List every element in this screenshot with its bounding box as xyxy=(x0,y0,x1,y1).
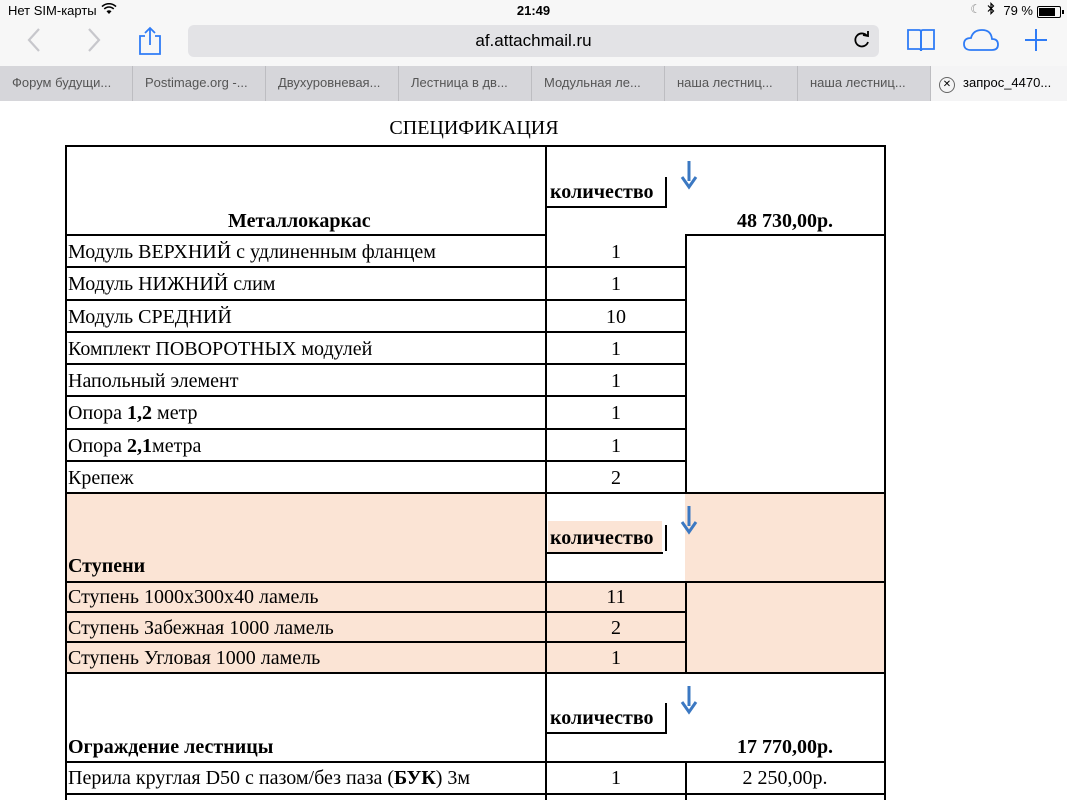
tab-bar xyxy=(0,66,1067,102)
arrow-down-icon xyxy=(678,159,700,191)
section-title: Ступени xyxy=(68,555,146,577)
tab[interactable] xyxy=(399,66,532,101)
tab[interactable] xyxy=(532,66,665,101)
qty-header: количество xyxy=(550,707,654,729)
table-grid-line xyxy=(65,581,886,583)
clock: 21:49 xyxy=(516,3,551,18)
header-bracket xyxy=(665,177,667,207)
table-grid-line xyxy=(65,363,687,365)
arrow-down-icon xyxy=(678,684,700,716)
item-qty: 10 xyxy=(606,306,626,328)
bookmarks-icon[interactable] xyxy=(906,26,936,56)
plus-icon[interactable] xyxy=(1022,26,1052,56)
section-price: 17 770,00р. xyxy=(736,736,834,758)
tab-label: Двухуровневая... xyxy=(278,75,381,90)
table-grid-line xyxy=(685,761,886,763)
section-price: 48 730,00р. xyxy=(736,210,834,232)
tab-label: запрос_4470... xyxy=(963,75,1052,90)
table-grid-line xyxy=(65,331,687,333)
item-qty: 1 xyxy=(611,767,621,789)
table-grid-line xyxy=(547,552,663,554)
forward-icon[interactable] xyxy=(86,24,102,60)
table-grid-line xyxy=(65,234,547,236)
tab-label: Лестница в дв... xyxy=(411,75,508,90)
tab[interactable] xyxy=(798,66,931,101)
tab-label: наша лестниц... xyxy=(810,75,906,90)
item-qty: 2 xyxy=(611,617,621,639)
tab[interactable] xyxy=(133,66,266,101)
table-grid-line xyxy=(685,234,886,236)
table-grid-line xyxy=(65,793,886,795)
address-bar[interactable] xyxy=(188,25,879,57)
item-qty: 1 xyxy=(611,241,621,263)
bluetooth-icon xyxy=(987,2,995,18)
header-bracket xyxy=(665,525,667,551)
item-qty: 1 xyxy=(611,370,621,392)
url-text: af.attachmail.ru xyxy=(475,31,592,50)
table-grid-line xyxy=(65,428,687,430)
header-bracket xyxy=(665,703,667,733)
section-title: Металлокаркас xyxy=(228,210,371,232)
table-grid-line xyxy=(65,299,687,301)
item-qty: 1 xyxy=(611,435,621,457)
item-price: 2 250,00р. xyxy=(742,767,828,789)
battery-percent: 79 % xyxy=(1003,3,1033,18)
reload-icon[interactable] xyxy=(853,30,871,55)
table-grid-line xyxy=(65,266,687,268)
item-qty: 2 xyxy=(611,467,621,489)
close-tab-icon[interactable]: ✕ xyxy=(939,77,955,93)
status-bar xyxy=(0,0,1067,22)
table-grid-line xyxy=(65,641,687,643)
tab-label: Модульная ле... xyxy=(544,75,641,90)
table-grid-line xyxy=(65,145,886,147)
table-grid-line xyxy=(884,145,886,800)
back-icon[interactable] xyxy=(26,24,42,60)
table-grid-line xyxy=(685,234,687,492)
item-name: Опора 2,1метра xyxy=(68,435,202,457)
section-title: Ограждение лестницы xyxy=(68,736,274,758)
table-grid-line xyxy=(547,732,667,734)
table-grid-line xyxy=(65,672,886,674)
page-title: СПЕЦИФИКАЦИЯ xyxy=(389,117,559,139)
tab-active[interactable] xyxy=(931,66,1067,101)
item-qty: 1 xyxy=(611,273,621,295)
table-grid-line xyxy=(65,460,687,462)
browser-toolbar xyxy=(0,22,1067,66)
item-qty: 1 xyxy=(611,647,621,669)
moon-icon: ☾ xyxy=(970,2,981,16)
table-grid-line xyxy=(547,206,667,208)
tab[interactable] xyxy=(266,66,399,101)
item-name: Напольный элемент xyxy=(68,370,239,392)
battery-icon xyxy=(1037,6,1061,18)
table-grid-line xyxy=(65,395,687,397)
tab-label: Postimage.org -... xyxy=(145,75,248,90)
item-name: Перила круглая D50 с пазом/без паза (БУК) 3м xyxy=(68,767,471,789)
table-grid-line xyxy=(65,611,687,613)
item-name: Модуль СРЕДНИЙ xyxy=(68,306,232,328)
section-bg xyxy=(685,493,885,581)
qty-header: количество xyxy=(550,181,654,203)
table-grid-line xyxy=(65,492,886,494)
item-name: Крепеж xyxy=(68,467,134,489)
arrow-down-icon xyxy=(678,504,700,536)
item-name: Ступень 1000х300х40 ламель xyxy=(68,586,319,608)
tab[interactable] xyxy=(0,66,133,101)
item-name: Ступень Угловая 1000 ламель xyxy=(68,647,321,669)
item-qty: 1 xyxy=(611,338,621,360)
cloud-icon[interactable] xyxy=(962,26,1000,56)
carrier-label: Нет SIM-карты xyxy=(8,3,97,18)
item-name: Модуль НИЖНИЙ слим xyxy=(68,273,276,295)
item-name: Модуль ВЕРХНИЙ с удлиненным фланцем xyxy=(68,241,436,263)
item-name: Опора 1,2 метр xyxy=(68,402,198,424)
qty-header: количество xyxy=(550,527,654,549)
item-qty: 11 xyxy=(606,586,626,608)
table-grid-line xyxy=(685,581,687,672)
tab-label: наша лестниц... xyxy=(677,75,773,90)
item-name: Ступень Забежная 1000 ламель xyxy=(68,617,334,639)
document-page xyxy=(0,101,1067,800)
tab-label: Форум будущи... xyxy=(12,75,112,90)
item-name: Комплект ПОВОРОТНЫХ модулей xyxy=(68,338,373,360)
table-grid-line xyxy=(65,145,67,800)
share-icon[interactable] xyxy=(137,26,163,56)
item-qty: 1 xyxy=(611,402,621,424)
tab[interactable] xyxy=(665,66,798,101)
